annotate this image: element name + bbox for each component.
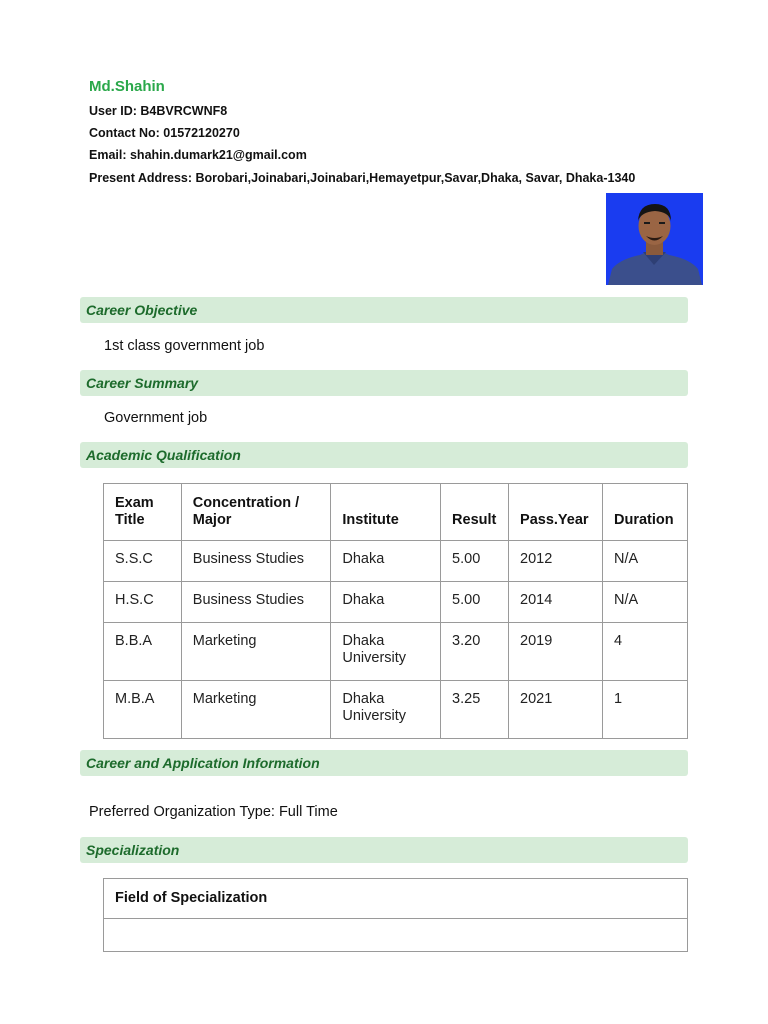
preferred-organization-type: Preferred Organization Type: Full Time	[89, 804, 338, 820]
table-cell: Dhaka University	[331, 623, 441, 681]
academic-table	[103, 483, 688, 739]
table-cell: Marketing	[181, 623, 331, 681]
table-cell: Business Studies	[181, 582, 331, 623]
column-header: Exam Title	[104, 484, 182, 541]
table-cell: N/A	[602, 541, 687, 582]
table-row	[104, 541, 688, 582]
specialization-table	[103, 878, 688, 952]
section-career-application	[80, 750, 688, 776]
present-address: Present Address: Borobari,Joinabari,Joinabari,Hemayetpur,Savar,Dhaka, Savar, Dhaka-1340	[89, 171, 636, 185]
column-header: Concentration / Major	[181, 484, 331, 541]
table-cell	[104, 919, 688, 952]
table-cell: 3.25	[441, 681, 509, 739]
table-row	[104, 919, 688, 952]
table-cell: 2014	[509, 582, 603, 623]
user-id: User ID: B4BVRCWNF8	[89, 104, 228, 118]
table-cell: 2012	[509, 541, 603, 582]
section-heading: Career Summary	[86, 375, 199, 391]
section-heading: Career Objective	[86, 302, 198, 318]
table-cell: N/A	[602, 582, 687, 623]
column-header: Field of Specialization	[104, 879, 688, 919]
section-specialization	[80, 837, 688, 863]
table-cell: Dhaka University	[331, 681, 441, 739]
table-row	[104, 623, 688, 681]
column-header: Result	[441, 484, 509, 541]
section-heading: Specialization	[86, 842, 180, 858]
table-cell: Dhaka	[331, 582, 441, 623]
table-cell: 2019	[509, 623, 603, 681]
career-summary-text: Government job	[104, 410, 208, 426]
table-cell: 1	[602, 681, 687, 739]
table-row	[104, 582, 688, 623]
email-address: Email: shahin.dumark21@gmail.com	[89, 148, 307, 162]
table-cell: B.B.A	[104, 623, 182, 681]
table-cell: Marketing	[181, 681, 331, 739]
table-cell: 4	[602, 623, 687, 681]
table-cell: S.S.C	[104, 541, 182, 582]
table-cell: 5.00	[441, 541, 509, 582]
table-cell: Dhaka	[331, 541, 441, 582]
table-cell: 3.20	[441, 623, 509, 681]
candidate-name: Md.Shahin	[89, 78, 165, 95]
section-career-summary	[80, 370, 688, 396]
table-cell: Business Studies	[181, 541, 331, 582]
career-objective-text: 1st class government job	[104, 338, 265, 354]
section-heading: Career and Application Information	[86, 755, 320, 771]
contact-number: Contact No: 01572120270	[89, 126, 240, 140]
section-academic-qualification	[80, 442, 688, 468]
table-header-row	[104, 879, 688, 919]
section-career-objective	[80, 297, 688, 323]
section-heading: Academic Qualification	[86, 447, 241, 463]
table-cell: 2021	[509, 681, 603, 739]
column-header: Duration	[602, 484, 687, 541]
column-header: Pass.Year	[509, 484, 603, 541]
profile-photo	[606, 193, 703, 285]
table-header-row	[104, 484, 688, 541]
table-cell: M.B.A	[104, 681, 182, 739]
column-header: Institute	[331, 484, 441, 541]
table-cell: H.S.C	[104, 582, 182, 623]
person-portrait-icon	[606, 193, 703, 285]
table-cell: 5.00	[441, 582, 509, 623]
table-row	[104, 681, 688, 739]
